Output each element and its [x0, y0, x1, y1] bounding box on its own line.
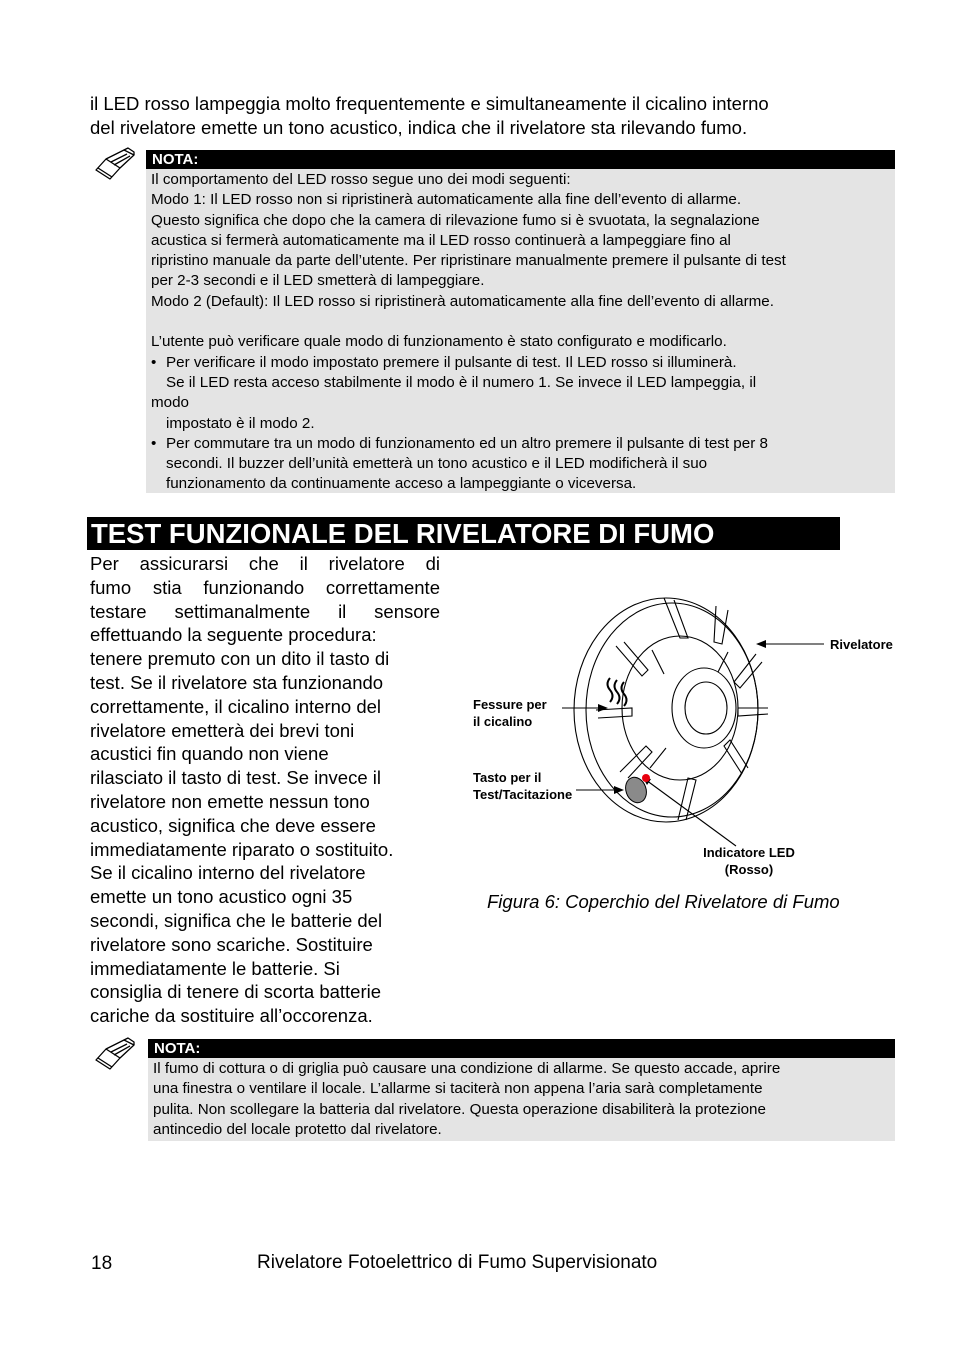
figure-caption: Figura 6: Coperchio del Rivelatore di Fumo: [487, 891, 840, 912]
note-box: [146, 150, 895, 493]
footer-title: Rivelatore Fotoelettrico di Fumo Supervisionato: [257, 1252, 658, 1273]
label-led-line: Indicatore LED: [703, 845, 795, 860]
body-line: correttamente, il cicalino interno del: [90, 695, 382, 717]
intro-paragraph: [90, 92, 870, 140]
page-number: 18: [91, 1253, 113, 1274]
note-line: acustica si fermerà automaticamente ma il LED rosso continuerà a lampeggiare fino al: [151, 231, 731, 249]
note-line: pulita. Non scollegare la batteria dal rivelatore. Questa operazione disabiliterà la protezione: [153, 1100, 766, 1118]
label-led: [692, 844, 806, 878]
note-box: [148, 1039, 895, 1141]
note-line: impostato è il modo 2.: [166, 414, 315, 432]
note-line: ripristino manuale da parte dell’utente. Per ripristinare manualmente premere il pulsante di test: [151, 252, 786, 270]
note-spacer: [151, 312, 891, 332]
label-fessure-line: Fessure per: [473, 697, 547, 712]
note-line: Modo 2 (Default): Il LED rosso si ripristinerà automaticamente alla fine dell’evento di allarme.: [151, 292, 774, 310]
body-line: Se il cicalino interno del rivelatore: [90, 862, 366, 884]
smoke-detector-drawing: [466, 590, 906, 890]
body-line: acustici fin quando non viene: [90, 743, 329, 765]
note-header: NOTA:: [148, 1039, 895, 1058]
bullet-line: Per commutare tra un modo di funzionamento ed un altro premere il pulsante di test per 8: [166, 434, 768, 452]
section-body: [90, 552, 440, 1028]
body-line: effettuando la seguente procedura:: [90, 624, 377, 646]
note-body: [148, 1058, 895, 1142]
label-rivelatore: Rivelatore: [830, 637, 893, 652]
note-body: [146, 169, 895, 497]
leader-led: [646, 780, 736, 846]
body-line: rivelatore emetterà dei brevi toni: [90, 719, 355, 741]
body-line: rivelatore sono scariche. Sostituire: [90, 933, 373, 955]
note-line: modo: [151, 394, 189, 412]
smoke-detector-figure: [466, 590, 906, 890]
label-fessure-line: il cicalino: [473, 714, 533, 729]
body-line: immediatamente le batterie. Si: [90, 957, 340, 979]
body-line: rilasciato il tasto di test. Se invece il: [90, 767, 381, 789]
note-pencil-icon: [94, 1036, 136, 1072]
note-line: Modo 1: Il LED rosso non si ripristinerà automaticamente alla fine dell’evento di allarme.: [151, 191, 742, 209]
body-line: consiglia di tenere di scorta batterie: [90, 981, 382, 1003]
body-line: acustico, significa che deve essere: [90, 814, 376, 836]
body-line: cariche da sostituire all’occorenza.: [90, 1005, 373, 1027]
body-line: emette un tono acustico ogni 35: [90, 886, 353, 908]
detector-center-boss: [672, 668, 736, 748]
section-title: TEST FUNZIONALE DEL RIVELATORE DI FUMO: [87, 517, 840, 550]
bullet-dot: •: [151, 434, 157, 452]
body-line: rivelatore non emette nessun tono: [90, 790, 370, 812]
body-line: tenere premuto con un dito il tasto di: [90, 648, 390, 670]
bullet-line: Se il LED resta acceso stabilmente il modo è il numero 1. Se invece il LED lampeggia, il: [166, 373, 757, 391]
note-line: Il fumo di cottura o di griglia può causare una condizione di allarme. Se questo accade, aprire: [153, 1060, 781, 1077]
note-header: NOTA:: [146, 150, 895, 169]
bullet-line: secondi. Il buzzer dell’unità emetterà un tono acustico e il LED modificherà il suo: [166, 455, 708, 473]
note-line: Questo significa che dopo che la camera di rilevazione fumo si è svuotata, la segnalazione: [151, 211, 760, 229]
note-line: Il comportamento del LED rosso segue uno dei modi seguenti:: [151, 171, 571, 188]
body-line: secondi, significa che le batterie del: [90, 909, 383, 931]
body-line: fumo stia funzionando correttamente: [90, 576, 440, 598]
body-line: Per assicurarsi che il rivelatore di: [90, 553, 440, 574]
bullet-line: funzionamento da continuamente acceso a lampeggiante o viceversa.: [166, 475, 637, 493]
label-tasto-line: Test/Tacitazione: [473, 787, 573, 802]
body-line: test. Se il rivelatore sta funzionando: [90, 671, 384, 693]
intro-line: del rivelatore emette un tono acustico, indica che il rivelatore sta rilevando fumo.: [90, 117, 748, 138]
note-line: L’utente può verificare quale modo di funzionamento è stato configurato e modificarlo.: [151, 333, 727, 351]
note-bullet: [151, 434, 891, 495]
note-pencil-icon: [94, 146, 136, 182]
body-line: immediatamente riparato o sostituito.: [90, 838, 394, 860]
note-bullet: [151, 353, 891, 394]
label-led-line: (Rosso): [724, 862, 774, 877]
note-line: una finestra o ventilare il locale. L’allarme si taciterà non appena l’aria sarà completamente: [153, 1080, 763, 1098]
detector-inner-ring: [622, 636, 738, 780]
detector-center-cap: [685, 682, 727, 734]
label-tasto-line: Tasto per il: [473, 770, 542, 785]
label-tasto: [473, 769, 572, 803]
bullet-line: Per verificare il modo impostato premere il pulsante di test. Il LED rosso si illuminerà.: [166, 353, 737, 371]
bullet-dot: •: [151, 353, 157, 371]
label-fessure: [473, 696, 547, 730]
note-line: per 2-3 secondi e il LED smetterà di lampeggiare.: [151, 272, 485, 290]
body-line: testare settimanalmente il sensore: [90, 600, 440, 622]
led-indicator: [642, 774, 650, 782]
intro-line: il LED rosso lampeggia molto frequentemente e simultaneamente il cicalino interno: [90, 93, 769, 114]
note-line: antincedio del locale protetto dal rivelatore.: [153, 1120, 442, 1138]
